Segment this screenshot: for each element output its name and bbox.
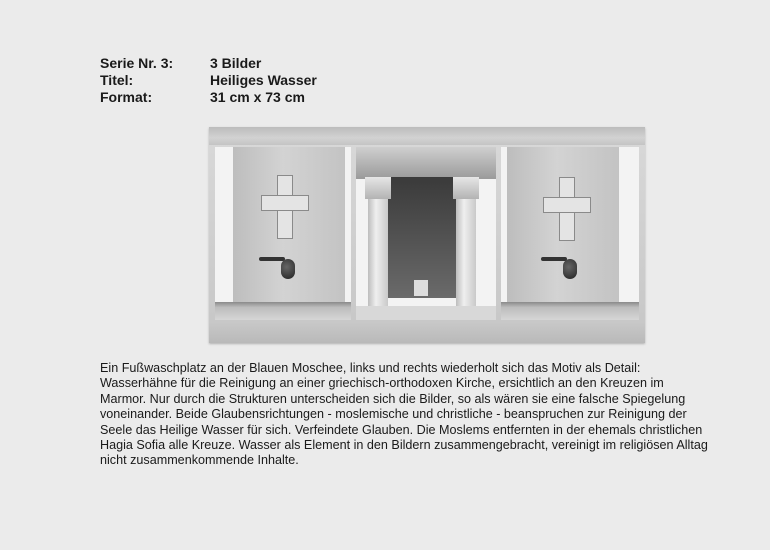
series-info — [100, 55, 317, 106]
photo-right — [501, 147, 639, 320]
marble-ledge — [501, 302, 639, 320]
water-basin — [414, 280, 428, 296]
column-right — [456, 177, 476, 308]
photo-triptych — [209, 127, 645, 343]
floor — [356, 306, 496, 320]
titel-value: Heiliges Wasser — [210, 72, 317, 88]
mat-top — [209, 127, 645, 145]
mat-bottom — [209, 321, 645, 343]
photo-left — [215, 147, 351, 320]
serie-row — [100, 55, 317, 72]
photo-center — [356, 147, 496, 320]
format-row — [100, 89, 317, 106]
lintel — [356, 147, 496, 179]
serie-label: Serie Nr. 3: — [100, 55, 174, 71]
description-text: Ein Fußwaschplatz an der Blauen Moschee, links und rechts wiederholt sich das Motiv als Detail: Wasserhähne für die Reinigung an einer griechisch-orthodoxen Kirche, ersichtlich an den Kreuzen im Marmor. Nur durch die Strukturen unterscheiden sich die Bilder, so als wären sie eine falsche Spiegelung voneinander. Beide Glaubensrichtungen - moslemische und christliche - beanspruchen zur Reinigung der Seele das Heilige Wasser für sich. Verfeindete Glauben. Die Moslems entfernten in der ehemals christlichen Hagia Sofia alle Kreuze. Wasser als Element in den Bildern zusammengebracht, vereinigt im religiösen Alltag nicht zusammenkommende Inhalte. — [100, 361, 708, 468]
marble-ledge — [215, 302, 351, 320]
column-left — [368, 177, 388, 308]
titel-row — [100, 72, 317, 89]
serie-value: 3 Bilder — [210, 55, 262, 71]
format-value: 31 cm x 73 cm — [210, 89, 305, 105]
titel-label: Titel: — [100, 72, 134, 88]
format-label: Format: — [100, 89, 153, 105]
